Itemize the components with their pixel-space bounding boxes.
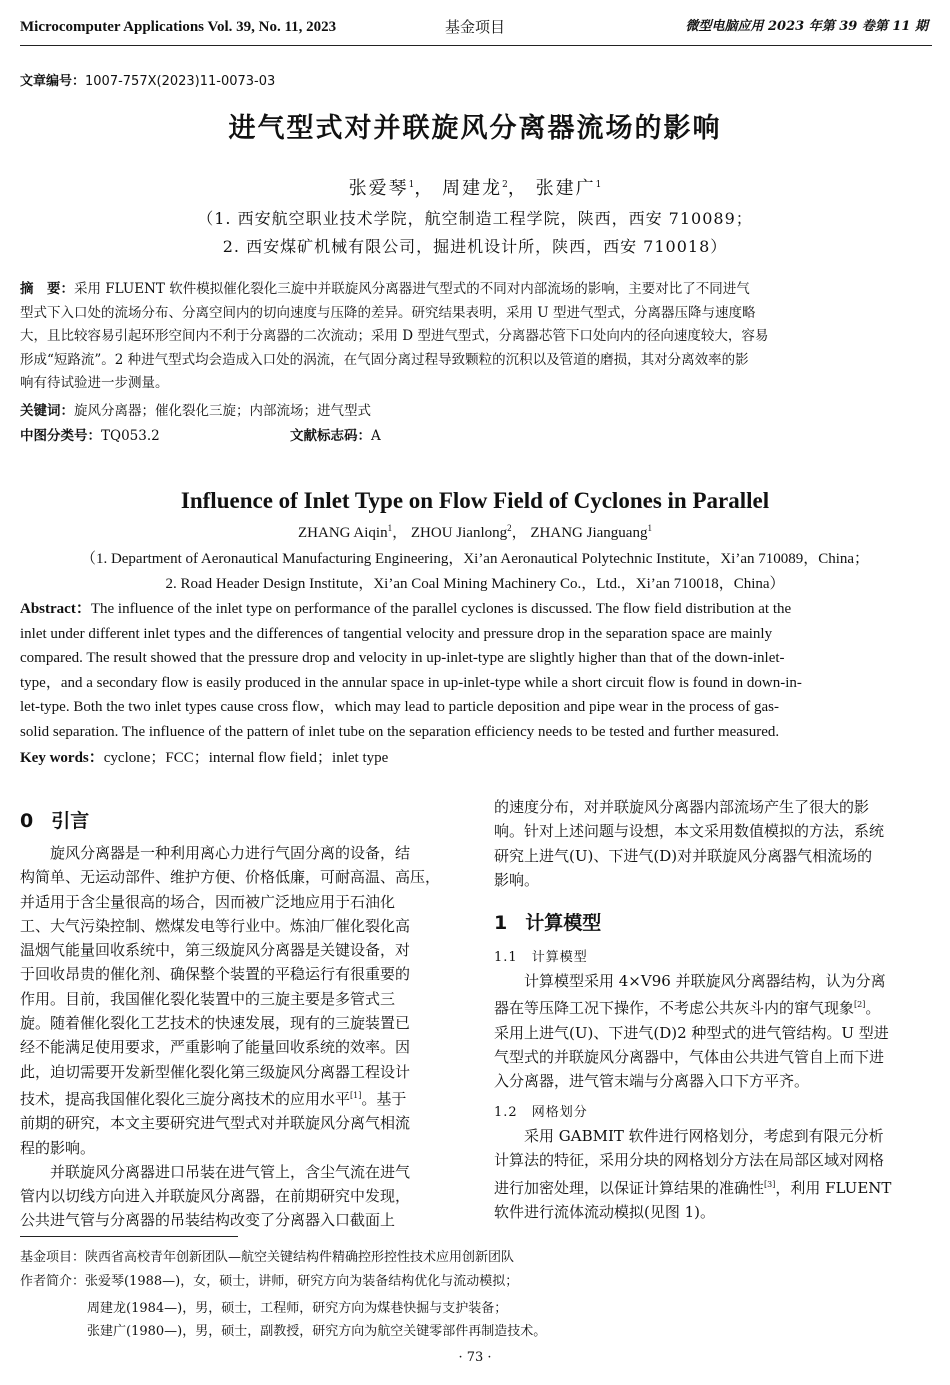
body-line: 前期的研究，本文主要研究进气型式对并联旋风分离气相流 (20, 1114, 411, 1133)
footnote-bio-line: 张爱琴(1988—)，女，硕士，讲师，研究方向为装备结构优化与流动模拟； (85, 1274, 519, 1289)
body-line: 此，迫切需要开发新型催化裂化第三级旋风分离器工程设计 (20, 1062, 411, 1081)
paper-title-en: Influence of Inlet Type on Flow Field of Cyclones in Parallel (180, 488, 770, 513)
section-number: 0 (20, 810, 34, 832)
citation-ref[interactable]: [3] (764, 1179, 776, 1189)
section-title: 计算模型 (525, 912, 602, 934)
clc-label: 中图分类号： (20, 428, 101, 444)
subsection-title: 计算模型 (531, 950, 588, 965)
affiliation-line: （1. 西安航空职业技术学院，航空制造工程学院，陕西，西安 710089； (197, 209, 753, 228)
abstract-cn (20, 278, 932, 396)
abstract-cn-line: 大，且比较容易引起环形空间内不利于分离器的二次流动；采用 D 型进气型式，分离器芯管下口处向内的径向速度较大，容易 (20, 328, 769, 344)
left-column-body (20, 841, 458, 1233)
abstract-cn-label: 摘 要： (20, 281, 74, 297)
author-name: 张爱琴 (348, 178, 409, 199)
doc-code-value: A (371, 428, 381, 444)
body-line: 软件进行流体流动模拟(见图 1)。 (494, 1202, 716, 1221)
footnote-bio-label: 作者简介： (20, 1274, 86, 1289)
author-name-en: ZHANG Jianguang (530, 525, 648, 541)
footnote-funding: 基金项目：陕西省高校青年创新团队—航空关键结构件精确控形控性技术应用创新团队 (20, 1250, 515, 1265)
subsection-1-1-body (494, 969, 932, 1093)
keywords-en (20, 746, 388, 767)
affiliation-line: 2. 西安煤矿机械有限公司，掘进机设计所，陕西，西安 710018） (222, 237, 728, 256)
body-line: 温烟气能量回收系统中，第三级旋风分离器是关键设备，对 (20, 941, 411, 960)
subsection-title: 网格划分 (531, 1105, 588, 1120)
footnote-bio-line: 周建龙(1984—)，男，硕士，工程师，研究方向为煤巷快掘与支护装备； (87, 1301, 508, 1316)
abstract-en-label: Abstract： (20, 601, 91, 617)
subsection-1-2-body (494, 1124, 932, 1224)
clc-value: TQ053.2 (101, 428, 160, 444)
header-rule (20, 45, 932, 46)
author-name-en: ZHANG Aiqin (298, 525, 388, 541)
abstract-en-line: inlet under different inlet types and the differences of tangential velocity and pressure drop in the separation space are mainly (20, 625, 773, 642)
abstract-en-line: The influence of the inlet type on performance of the parallel cyclones is discussed. The flow field distribution at the (90, 601, 792, 617)
abstract-en-line: solid separation. The influence of the pattern of inlet tube on the separation efficiency needs to be tested and further measured. (20, 723, 780, 740)
body-text: 器在等压降工况下操作，不考虑公共灰斗内的窜气现象 (494, 999, 855, 1018)
header-section-label: 基金项目 (444, 18, 505, 36)
body-line: 并适用于含尘量很高的场合，因而被广泛地应用于石油化 (20, 892, 396, 911)
body-line: 旋风分离器是一种利用离心力进行气固分离的设备，结 (50, 844, 411, 862)
body-line (494, 993, 932, 1020)
author-separator: ， (507, 178, 528, 199)
subsection-number: 1.2 (494, 1105, 518, 1120)
journal-header-en: Microcomputer Applications Vol. 39, No. 11, 2023 (20, 19, 337, 35)
body-line: 研究上进气(U)、下进气(D)对并联旋风分离器气相流场的 (494, 846, 873, 865)
body-line: 采用上进气(U)、下进气(D)2 种型式的进气管结构。U 型进 (494, 1023, 889, 1042)
body-line: 计算法的特征，采用分块的网格划分方法在局部区域对网格 (494, 1151, 885, 1170)
body-line: 工、大气污染控制、燃煤发电等行业中。炼油厂催化裂化高 (20, 916, 411, 935)
section-heading-model (494, 908, 601, 935)
abstract-en-line: type，and a secondary flow is easily produced in the annular space in up-inlet-type while a short circuit flow is found in down-in- (20, 674, 802, 691)
right-column-continuation (494, 795, 932, 892)
author-affiliation-mark: 1 (387, 523, 393, 533)
citation-ref[interactable]: [1] (350, 1090, 362, 1100)
keywords-en-label: Key words： (20, 750, 104, 766)
subsection-heading-1-1 (494, 946, 588, 965)
author-list-en (0, 521, 950, 542)
author-affiliation-mark: 2 (502, 180, 508, 190)
body-line: 于回收昂贵的催化剂、确保整个装置的平稳运行有很重要的 (20, 965, 411, 984)
body-line (20, 1084, 458, 1111)
abstract-cn-line: 形成“短路流”。2 种进气型式均会造成入口处的涡流，在气固分离过程导致颗粒的沉积以及管道的磨损，其对分离效率的影 (20, 351, 749, 368)
author-affiliation-mark: 2 (507, 523, 512, 533)
abstract-cn-line: 响有待试验进一步测量。 (20, 375, 169, 391)
body-line: 旋。随着催化裂化工艺技术的快速发展，现有的三旋装置已 (20, 1014, 411, 1033)
article-number-label: 文章编号： (20, 74, 86, 89)
body-text: 进行加密处理，以保证计算结果的准确性 (494, 1178, 765, 1197)
affiliation-line-en: 2. Road Header Design Institute，Xi’an Coal Mining Machinery Co.，Ltd.，Xi’an 710018，China） (165, 576, 785, 592)
page-number: · 73 · (458, 1350, 492, 1365)
author-separator: ， (511, 525, 527, 541)
journal-header-cn: 微型电脑应用 2023 年第 39 卷第 11 期 (685, 19, 928, 34)
abstract-cn-line: 型式下入口处的流场分布、分离空间内的切向速度与压降的差异。研究结果表明，采用 U 型进气型式，分离器压降与速度略 (20, 304, 756, 321)
author-affiliation-mark: 1 (408, 180, 415, 190)
author-list (0, 174, 950, 200)
keywords-cn-label: 关键词： (20, 403, 74, 419)
author-affiliation-mark: 1 (647, 523, 652, 533)
body-line: 入分离器，进气管末端与分离器入口下方平齐。 (494, 1072, 810, 1091)
section-heading-introduction (20, 806, 89, 833)
affiliation-line-en: （1. Department of Aeronautical Manufacturing Engineering，Xi’an Aeronautical Polytechnic Institute，Xi’an 710089，China； (80, 551, 870, 567)
citation-ref[interactable]: [2] (854, 1000, 866, 1010)
document-code (290, 425, 590, 449)
body-line: 程的影响。 (20, 1138, 96, 1157)
body-line: 响。针对上述问题与设想，本文采用数值模拟的方法，系统 (494, 822, 885, 841)
body-text: 技术，提高我国催化裂化三旋分离技术的应用水平 (20, 1089, 351, 1108)
abstract-cn-line: 采用 FLUENT 软件模拟催化裂化三旋中并联旋风分离器进气型式的不同对内部流场的影响，主要对比了不同进气 (74, 281, 750, 297)
section-title: 引言 (51, 810, 90, 832)
keywords-cn-value: 旋风分离器；催化裂化三旋；内部流场；进气型式 (74, 403, 371, 419)
body-line: 公共进气管与分离器的吊装结构改变了分离器入口截面上 (20, 1211, 396, 1230)
abstract-en (20, 597, 932, 745)
author-affiliation-mark: 1 (595, 180, 602, 190)
author-name-en: ZHOU Jianlong (410, 525, 508, 541)
body-line: 作用。目前，我国催化裂化装置中的三旋主要是多管式三 (20, 989, 396, 1008)
body-line (494, 1173, 932, 1200)
body-text: 。基于 (361, 1089, 407, 1108)
doc-code-label: 文献标志码： (290, 428, 371, 444)
author-separator: ， (414, 178, 435, 199)
article-number (20, 70, 275, 89)
clc-number (20, 425, 280, 449)
author-separator: ， (392, 525, 408, 541)
body-line: 构简单、无运动部件、维护方便、价格低廉，可耐高温、高压， (20, 868, 441, 887)
footnote-author-bio (20, 1272, 518, 1292)
footnote-rule (20, 1236, 238, 1237)
abstract-en-line: compared. The result showed that the pressure drop and velocity in up-inlet-type are slightly higher than that of the down-inlet- (20, 650, 785, 667)
footnote-bio-line: 张建广(1980—)，男，硕士，副教授，研究方向为航空关键零部件再制造技术。 (87, 1324, 547, 1339)
author-name: 张建广 (535, 178, 596, 199)
body-text: ，利用 FLUENT (775, 1178, 892, 1197)
subsection-number: 1.1 (494, 950, 518, 965)
body-line: 经不能满足使用要求，严重影响了能量回收系统的效率。因 (20, 1038, 411, 1057)
body-line: 管内以切线方向进入并联旋风分离器，在前期研究中发现， (20, 1187, 411, 1206)
paper-title: 进气型式对并联旋风分离器流场的影响 (228, 113, 722, 144)
subsection-heading-1-2 (494, 1101, 588, 1120)
body-line: 影响。 (494, 870, 540, 889)
abstract-en-line: let-type. Both the two inlet types cause cross flow，which may lead to particle deposition and pipe wear in the process of gas- (20, 699, 779, 716)
body-line: 气型式的并联旋风分离器中，气体由公共进气管自上而下进 (494, 1047, 885, 1066)
body-text: 。 (865, 999, 881, 1018)
body-line: 采用 GABMIT 软件进行网格划分，考虑到有限元分析 (524, 1127, 884, 1145)
body-line: 的速度分布，对并联旋风分离器内部流场产生了很大的影 (494, 798, 870, 816)
body-line: 并联旋风分离器进口吊装在进气管上，含尘气流在进气 (50, 1162, 411, 1181)
keywords-cn (20, 400, 932, 424)
article-number-value: 1007-757X(2023)11-0073-03 (85, 74, 276, 89)
keywords-en-value: cyclone；FCC；internal flow field；inlet type (103, 750, 389, 766)
author-name: 周建龙 (442, 178, 503, 199)
body-line: 计算模型采用 4×V96 并联旋风分离器结构，认为分离 (524, 972, 886, 990)
section-number: 1 (494, 912, 508, 934)
